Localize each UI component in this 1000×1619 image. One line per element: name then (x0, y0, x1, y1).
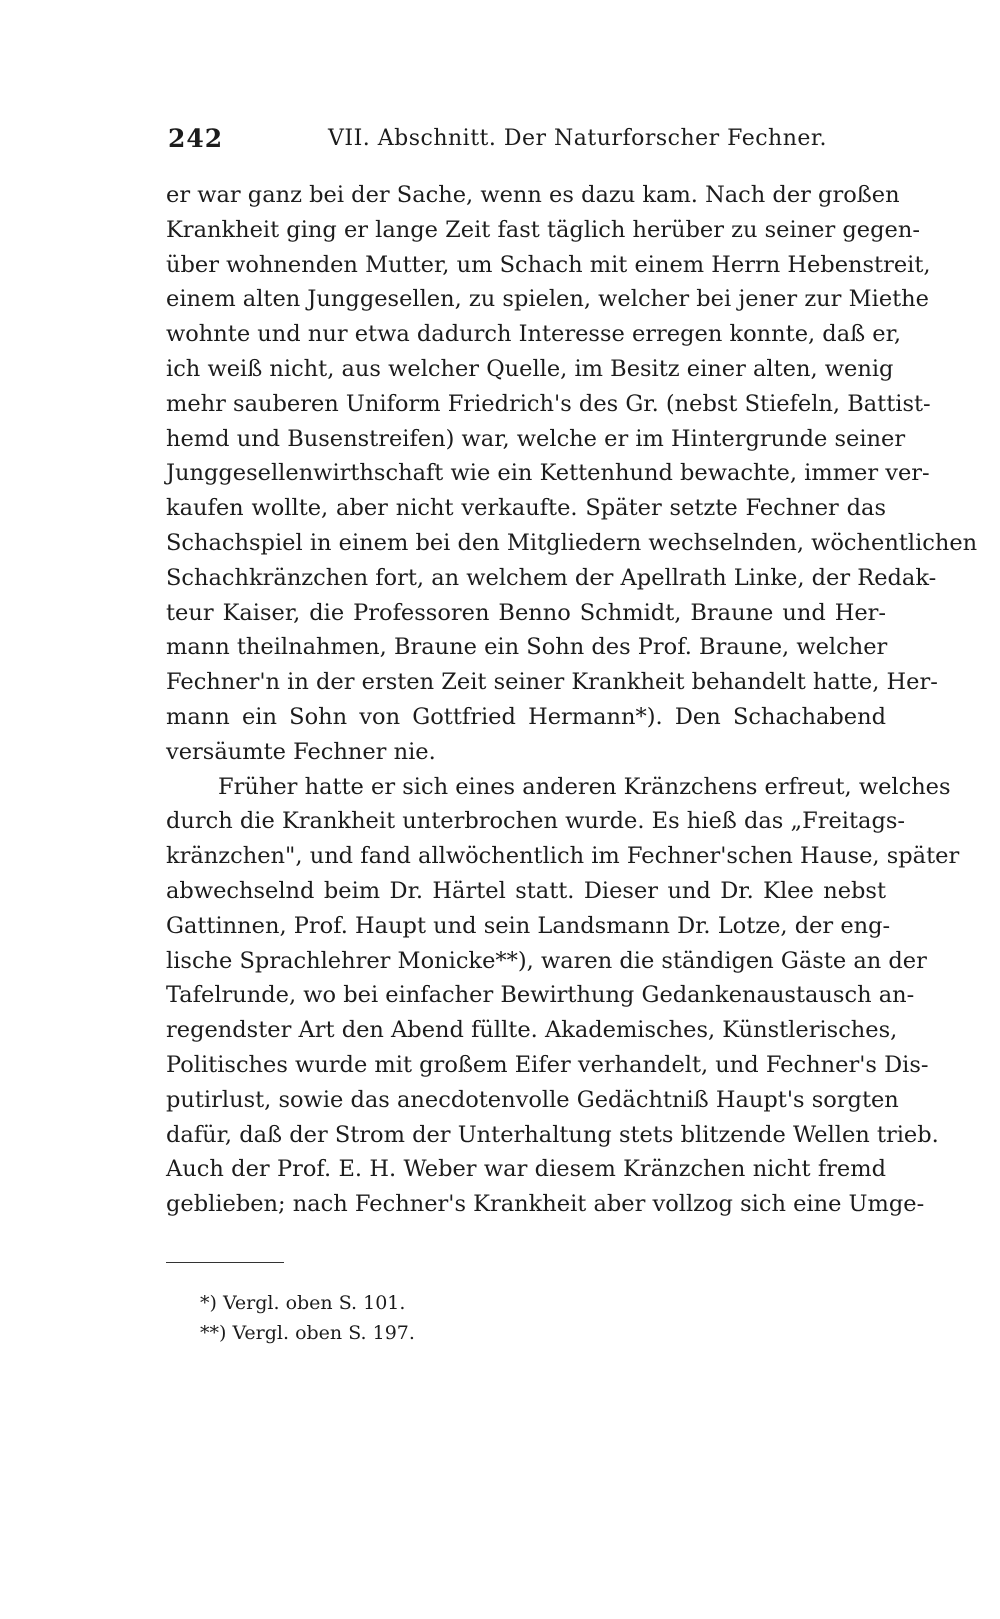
text-line-paragraph-start: Früher hatte er sich eines anderen Kränzchens erfreut, welches (218, 773, 951, 800)
text-line: einem alten Junggesellen, zu spielen, welcher bei jener zur Miethe (166, 286, 929, 313)
text-line: hemd und Busenstreifen) war, welche er im Hintergrunde seiner (166, 425, 906, 452)
text-line: er war ganz bei der Sache, wenn es dazu kam. Nach der großen (166, 182, 900, 208)
text-line: wohnte und nur etwa dadurch Interesse erregen konnte, daß er, (166, 321, 902, 348)
text-line: Krankheit ging er lange Zeit fast täglich herüber zu seiner gegen- (166, 216, 920, 243)
footnote: *) Vergl. oben S. 101. (200, 1292, 406, 1314)
text-line: regendster Art den Abend füllte. Akademisches, Künstlerisches, (166, 1017, 898, 1044)
text-line-paragraph-end: versäumte Fechner nie. (166, 738, 436, 765)
text-line: lische Sprachlehrer Monicke**), waren die ständigen Gäste an der (166, 947, 927, 974)
footnote-divider (166, 1262, 284, 1263)
text-line: Auch der Prof. E. H. Weber war diesem Kränzchen nicht fremd (166, 1156, 886, 1183)
text-line: geblieben; nach Fechner's Krankheit aber vollzog sich eine Umge- (166, 1191, 925, 1218)
text-line: Schachkränzchen fort, an welchem der Apellrath Linke, der Redak- (166, 564, 937, 591)
body-text (166, 178, 978, 1222)
text-line: abwechselnd beim Dr. Härtel statt. Dieser und Dr. Klee nebst (166, 877, 886, 904)
text-line: kaufen wollte, aber nicht verkaufte. Später setzte Fechner das (166, 495, 886, 522)
text-line: dafür, daß der Strom der Unterhaltung stets blitzende Wellen trieb. (166, 1121, 939, 1148)
text-line: putirlust, sowie das anecdotenvolle Gedächtniß Haupt's sorgten (166, 1086, 899, 1113)
text-line: über wohnenden Mutter, um Schach mit einem Herrn Hebenstreit, (166, 251, 931, 278)
text-line: mann ein Sohn von Gottfried Hermann*). Den Schachabend (166, 703, 886, 730)
text-line: durch die Krankheit unterbrochen wurde. Es hieß das „Freitags- (166, 808, 906, 835)
page-header (168, 124, 894, 164)
text-line: Fechner'n in der ersten Zeit seiner Krankheit behandelt hatte, Her- (166, 669, 938, 696)
footnotes (200, 1288, 700, 1348)
page-number: 242 (168, 124, 224, 153)
text-line: Junggesellenwirthschaft wie ein Kettenhund bewachte, immer ver- (166, 460, 930, 487)
text-line: teur Kaiser, die Professoren Benno Schmidt, Braune und Her- (166, 599, 886, 626)
text-line: mehr sauberen Uniform Friedrich's des Gr. (nebst Stiefeln, Battist- (166, 390, 931, 417)
text-line: Politisches wurde mit großem Eifer verhandelt, und Fechner's Dis- (166, 1051, 929, 1078)
text-line: Schachspiel in einem bei den Mitgliedern wechselnden, wöchentlichen (166, 529, 978, 556)
text-line: Gattinnen, Prof. Haupt und sein Landsmann Dr. Lotze, der eng- (166, 912, 891, 939)
text-line: ich weiß nicht, aus welcher Quelle, im Besitz einer alten, wenig (166, 355, 894, 382)
footnote: **) Vergl. oben S. 197. (200, 1322, 415, 1344)
text-line: Tafelrunde, wo bei einfacher Bewirthung Gedankenaustausch an- (166, 982, 915, 1009)
text-line: kränzchen", und fand allwöchentlich im Fechner'schen Hause, später (166, 843, 960, 870)
running-head: VII. Abschnitt. Der Naturforscher Fechner. (328, 126, 828, 151)
text-line: mann theilnahmen, Braune ein Sohn des Prof. Braune, welcher (166, 634, 888, 661)
